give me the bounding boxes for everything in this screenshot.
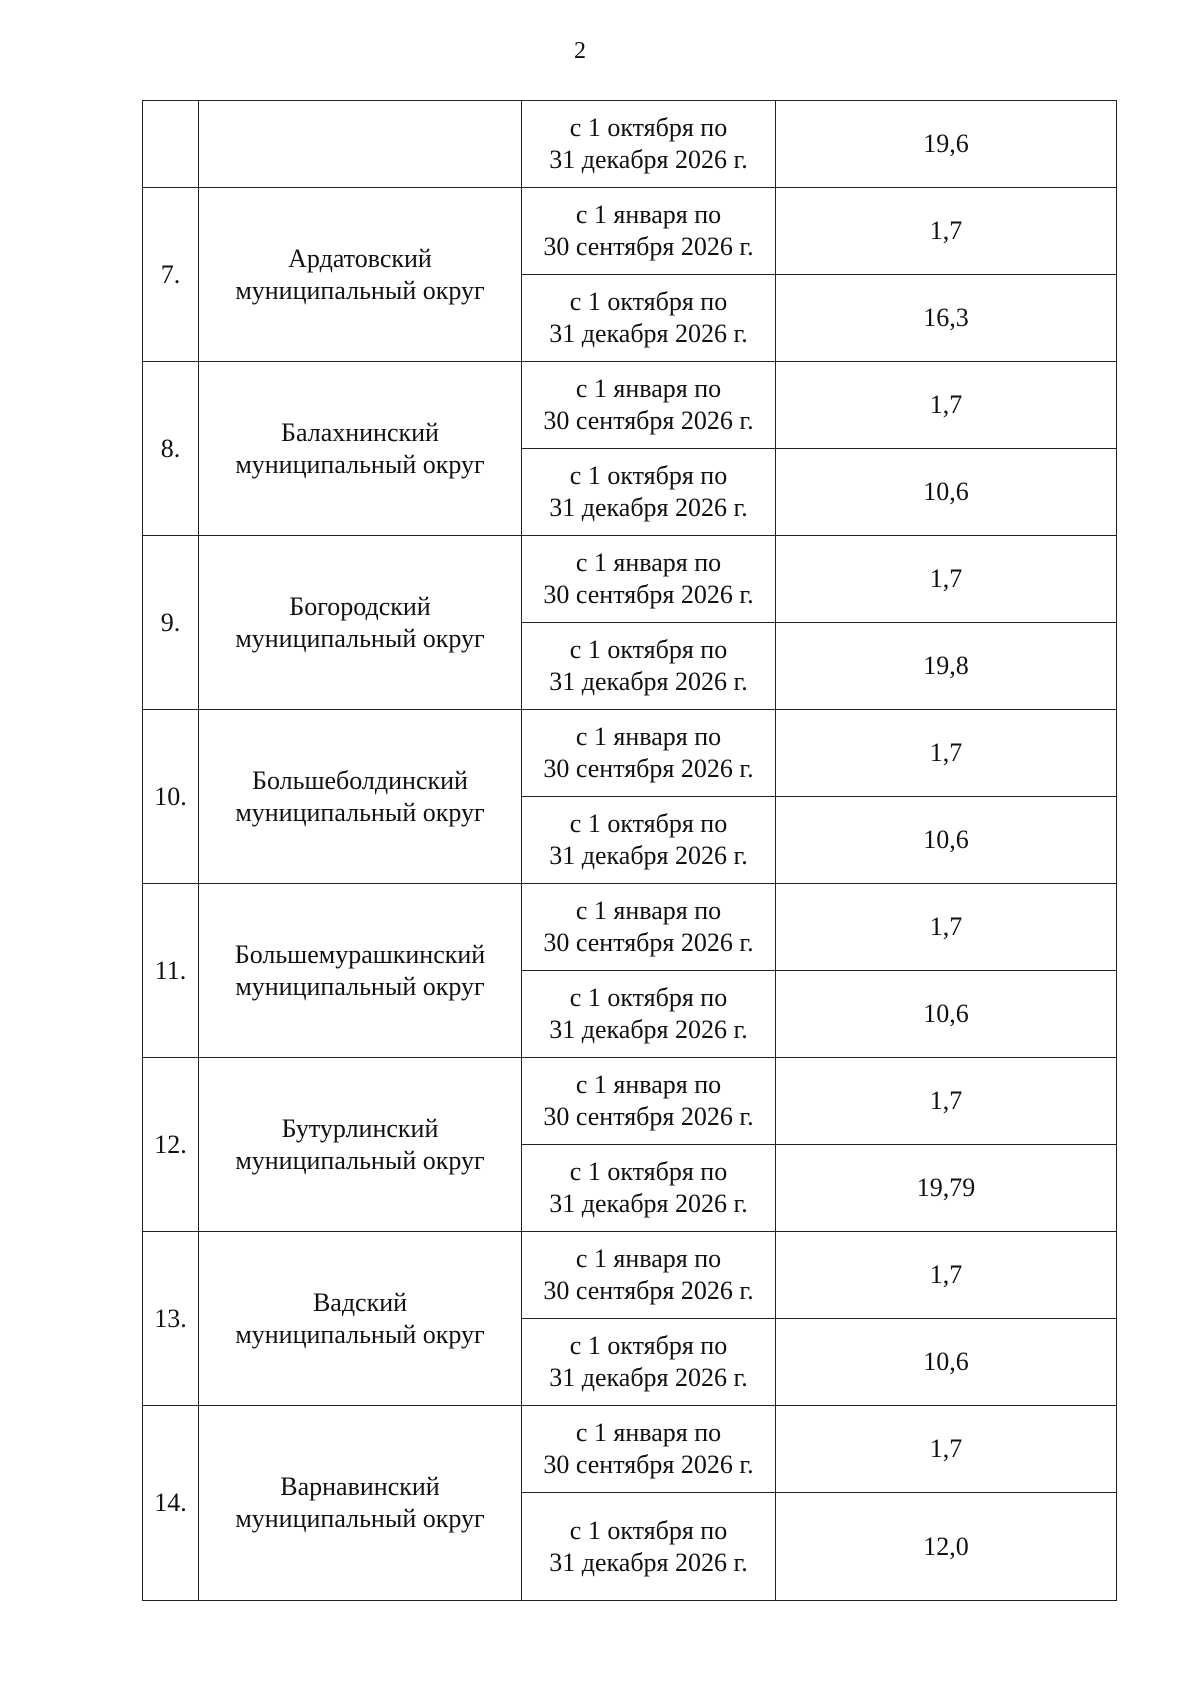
period-line: с 1 января по — [575, 200, 722, 229]
value-cell: 1,7 — [776, 710, 1117, 797]
district-row — [143, 1232, 1117, 1319]
district-cell — [199, 536, 522, 710]
period-line: с 1 октября по — [569, 809, 728, 838]
district-name: Бутурлинский — [281, 1113, 439, 1143]
district-row — [143, 884, 1117, 971]
period-line: 31 декабря 2026 г. — [549, 145, 748, 174]
number-cell: 14. — [143, 1406, 199, 1601]
period-line: с 1 января по — [575, 1070, 722, 1099]
continuation-row — [143, 101, 1117, 188]
period-line: 31 декабря 2026 г. — [549, 667, 748, 696]
period-line: 31 декабря 2026 г. — [549, 1189, 748, 1218]
value-cell: 1,7 — [776, 1058, 1117, 1145]
period-line: с 1 января по — [575, 374, 722, 403]
district-row — [143, 1058, 1117, 1145]
period-cell — [522, 884, 776, 971]
district-name: Богородский — [289, 591, 431, 621]
period-line: с 1 октября по — [569, 113, 728, 142]
district-row — [143, 536, 1117, 623]
period-line: с 1 января по — [575, 722, 722, 751]
period-cell — [522, 275, 776, 362]
district-row — [143, 362, 1117, 449]
period-cell — [522, 971, 776, 1058]
period-line: 30 сентября 2026 г. — [543, 1450, 754, 1479]
period-cell — [522, 1319, 776, 1406]
value-cell: 19,79 — [776, 1145, 1117, 1232]
number-cell: 7. — [143, 188, 199, 362]
value-cell: 1,7 — [776, 1406, 1117, 1493]
period-line: с 1 октября по — [569, 1157, 728, 1186]
value-cell: 10,6 — [776, 1319, 1117, 1406]
district-name: Балахнинский — [281, 417, 439, 447]
district-cell — [199, 710, 522, 884]
value-cell: 19,8 — [776, 623, 1117, 710]
period-line: с 1 октября по — [569, 287, 728, 316]
district-type: муниципальный округ — [235, 1145, 485, 1175]
period-line: 30 сентября 2026 г. — [543, 928, 754, 957]
district-type: муниципальный округ — [235, 1319, 485, 1349]
district-type: муниципальный округ — [235, 623, 485, 653]
period-line: с 1 октября по — [569, 1515, 728, 1545]
period-cell — [522, 1058, 776, 1145]
district-name: Большемурашкинский — [234, 939, 486, 969]
period-line: 31 декабря 2026 г. — [549, 841, 748, 870]
period-line: 31 декабря 2026 г. — [549, 1363, 748, 1392]
period-line: с 1 октября по — [569, 461, 728, 490]
period-line: 30 сентября 2026 г. — [543, 1102, 754, 1131]
value-cell: 1,7 — [776, 362, 1117, 449]
district-row — [143, 1406, 1117, 1493]
district-name: Большеболдинский — [252, 765, 468, 795]
period-line: 31 декабря 2026 г. — [549, 493, 748, 522]
period-line: 31 декабря 2026 г. — [549, 1547, 748, 1577]
value-cell: 10,6 — [776, 797, 1117, 884]
district-type: муниципальный округ — [235, 971, 485, 1001]
district-type: муниципальный округ — [235, 275, 485, 305]
value-cell: 10,6 — [776, 449, 1117, 536]
district-cell — [199, 1232, 522, 1406]
district-cell — [199, 1058, 522, 1232]
number-cell: 11. — [143, 884, 199, 1058]
period-cell — [522, 1145, 776, 1232]
district-row — [143, 188, 1117, 275]
period-line: 31 декабря 2026 г. — [549, 319, 748, 348]
district-cell — [199, 101, 522, 188]
district-name: Варнавинский — [280, 1472, 440, 1501]
period-line: 30 сентября 2026 г. — [543, 406, 754, 435]
value-cell: 1,7 — [776, 536, 1117, 623]
district-row — [143, 710, 1117, 797]
value-cell: 1,7 — [776, 884, 1117, 971]
number-cell — [143, 101, 199, 188]
period-line: 30 сентября 2026 г. — [543, 580, 754, 609]
number-cell: 12. — [143, 1058, 199, 1232]
period-line: 30 сентября 2026 г. — [543, 232, 754, 261]
district-cell — [199, 1406, 522, 1601]
district-name: Ардатовский — [288, 243, 432, 273]
period-cell — [522, 1232, 776, 1319]
value-cell: 19,6 — [776, 101, 1117, 188]
district-cell — [199, 188, 522, 362]
period-cell — [522, 449, 776, 536]
period-line: с 1 октября по — [569, 1331, 728, 1360]
period-line: с 1 января по — [575, 1244, 722, 1273]
period-cell — [522, 1493, 776, 1601]
number-cell: 10. — [143, 710, 199, 884]
period-line: 30 сентября 2026 г. — [543, 1276, 754, 1305]
district-type: муниципальный округ — [235, 797, 485, 827]
number-cell: 9. — [143, 536, 199, 710]
period-line: 30 сентября 2026 г. — [543, 754, 754, 783]
district-cell — [199, 884, 522, 1058]
value-cell: 1,7 — [776, 188, 1117, 275]
district-type: муниципальный округ — [235, 1504, 485, 1533]
number-cell: 13. — [143, 1232, 199, 1406]
district-cell — [199, 362, 522, 536]
tariff-table — [142, 100, 1117, 1601]
period-line: 31 декабря 2026 г. — [549, 1015, 748, 1044]
value-cell: 12,0 — [776, 1493, 1117, 1601]
period-cell — [522, 101, 776, 188]
number-cell: 8. — [143, 362, 199, 536]
period-line: с 1 января по — [575, 1418, 722, 1447]
value-cell: 10,6 — [776, 971, 1117, 1058]
period-cell — [522, 710, 776, 797]
period-cell — [522, 1406, 776, 1493]
period-line: с 1 октября по — [569, 983, 728, 1012]
period-line: с 1 января по — [575, 548, 722, 577]
period-line: с 1 января по — [575, 896, 722, 925]
value-cell: 16,3 — [776, 275, 1117, 362]
district-type: муниципальный округ — [235, 449, 485, 479]
value-cell: 1,7 — [776, 1232, 1117, 1319]
period-cell — [522, 188, 776, 275]
page-number: 2 — [574, 38, 586, 64]
period-cell — [522, 362, 776, 449]
period-cell — [522, 536, 776, 623]
period-cell — [522, 623, 776, 710]
period-line: с 1 октября по — [569, 635, 728, 664]
period-cell — [522, 797, 776, 884]
district-name: Вадский — [312, 1287, 408, 1317]
